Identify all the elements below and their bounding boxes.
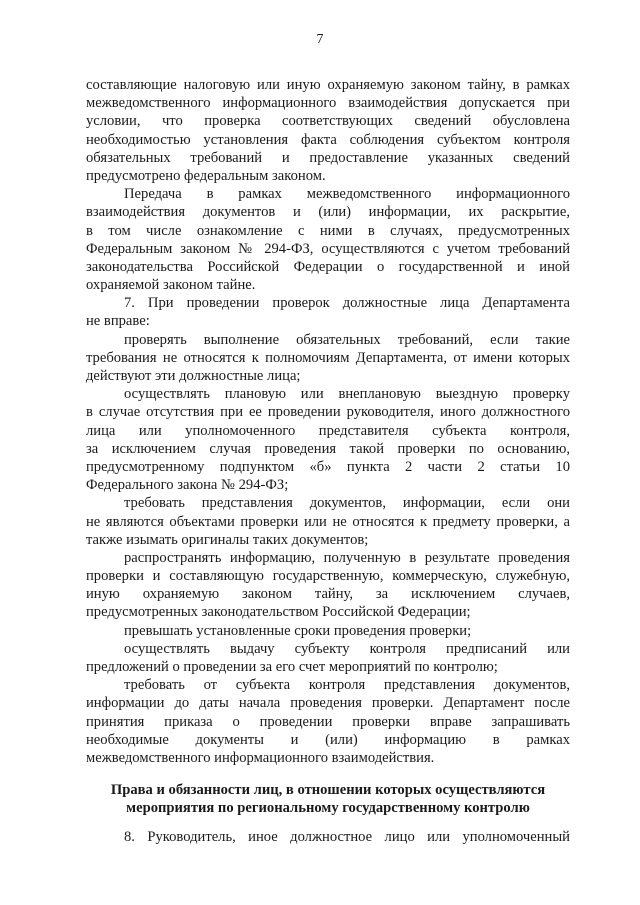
text-line: проверки и составляющую государственную, коммерческую, служебную, xyxy=(86,568,570,585)
text-line: составляющие налоговую или иную охраняемую законом тайну, в рамках xyxy=(86,77,570,93)
text-line: 8. Руководитель, иное должностное лицо или уполномоченный xyxy=(124,828,570,845)
paragraph-continuation xyxy=(86,76,570,185)
paragraph-require-docs xyxy=(86,494,570,549)
text-line: условии, что проверка соответствующих сведений обусловлена xyxy=(86,113,570,130)
paragraph-item-8 xyxy=(86,828,570,846)
section-heading-line-1: Права и обязанности лиц, в отношении которых осуществляются xyxy=(110,782,546,799)
paragraph-item-7 xyxy=(86,294,570,330)
paragraph-request-before xyxy=(86,676,570,767)
text-line: осуществлять выдачу субъекту контроля предписаний или xyxy=(124,640,570,657)
text-line: действуют эти должностные лица; xyxy=(86,368,301,384)
text-line: 7. При проведении проверок должностные лица Департамента xyxy=(124,295,570,312)
text-line: не вправе: xyxy=(86,313,150,330)
paragraph-exceed-terms xyxy=(86,622,570,640)
text-line: также изымать оригиналы таких документов; xyxy=(86,531,369,548)
text-line: в случае отсутствия при ее проведении руководителя, иного должностного xyxy=(86,404,570,421)
page-number: 7 xyxy=(316,32,324,47)
text-line: обязательных требований и предоставление указанных сведений xyxy=(86,149,570,166)
text-line: предусмотренному подпунктом «б» пункта 2 части 2 статьи 10 xyxy=(86,458,570,475)
text-line: требования не относятся к полномочиям Департамента, от имени которых xyxy=(86,349,570,366)
text-line: законодательства Российской Федерации о государственной и иной xyxy=(86,258,570,275)
text-line: необходимостью установления факта соблюдения субъектом контроля xyxy=(86,131,570,148)
paragraph-issue-orders xyxy=(86,640,570,676)
document-body xyxy=(86,76,570,846)
text-line: лица или уполномоченного представителя субъекта контроля, xyxy=(86,422,570,439)
text-line: Федеральным законом № 294-ФЗ, осуществляются с учетом требований xyxy=(86,240,570,257)
text-line: межведомственного информационного взаимодействия. xyxy=(86,749,435,766)
paragraph-distribute xyxy=(86,549,570,622)
paragraph-verify xyxy=(86,331,570,386)
text-line: необходимые документы и (или) информацию в рамках xyxy=(86,731,570,748)
text-line: в том числе ознакомление с ними в случаях, предусмотренных xyxy=(86,222,570,239)
text-line: предусмотренных законодательством Российской Федерации; xyxy=(86,604,471,621)
text-line: превышать установленные сроки проведения проверки; xyxy=(124,622,472,639)
section-heading xyxy=(86,781,570,817)
text-line: предусмотрено федеральным законом. xyxy=(86,167,326,184)
text-line: информации до даты начала проведения проверки. Департамент после xyxy=(86,695,570,712)
text-line: за исключением случая проведения такой проверки по основанию, xyxy=(86,440,570,457)
text-line: охраняемой законом тайне. xyxy=(86,277,256,294)
text-line: межведомственного информационного взаимодействия допускается при xyxy=(86,95,570,112)
text-line: распространять информацию, полученную в результате проведения xyxy=(124,549,570,566)
text-line: осуществлять плановую или внеплановую выездную проверку xyxy=(124,386,570,403)
text-line: предложений о проведении за его счет мероприятий по контролю; xyxy=(86,659,498,675)
text-line: требовать представления документов, информации, если они xyxy=(124,495,570,512)
section-heading-line-2: мероприятия по региональному государственному контролю xyxy=(126,800,530,817)
paragraph-transfer xyxy=(86,185,570,294)
text-line: иную охраняемую законом тайну, за исключением случаев, xyxy=(86,586,570,603)
text-line: принятия приказа о проведении проверки вправе запрашивать xyxy=(86,713,570,730)
text-line: не являются объектами проверки или не относятся к предмету проверки, а xyxy=(86,513,570,530)
text-line: взаимодействия документов и (или) информации, их раскрытие, xyxy=(86,204,570,221)
text-line: проверять выполнение обязательных требований, если такие xyxy=(124,331,570,348)
text-line: Федерального закона № 294-ФЗ; xyxy=(86,477,289,494)
text-line: Передача в рамках межведомственного информационного xyxy=(124,186,570,203)
paragraph-inspection xyxy=(86,385,570,494)
text-line: требовать от субъекта контроля представления документов, xyxy=(124,677,570,694)
